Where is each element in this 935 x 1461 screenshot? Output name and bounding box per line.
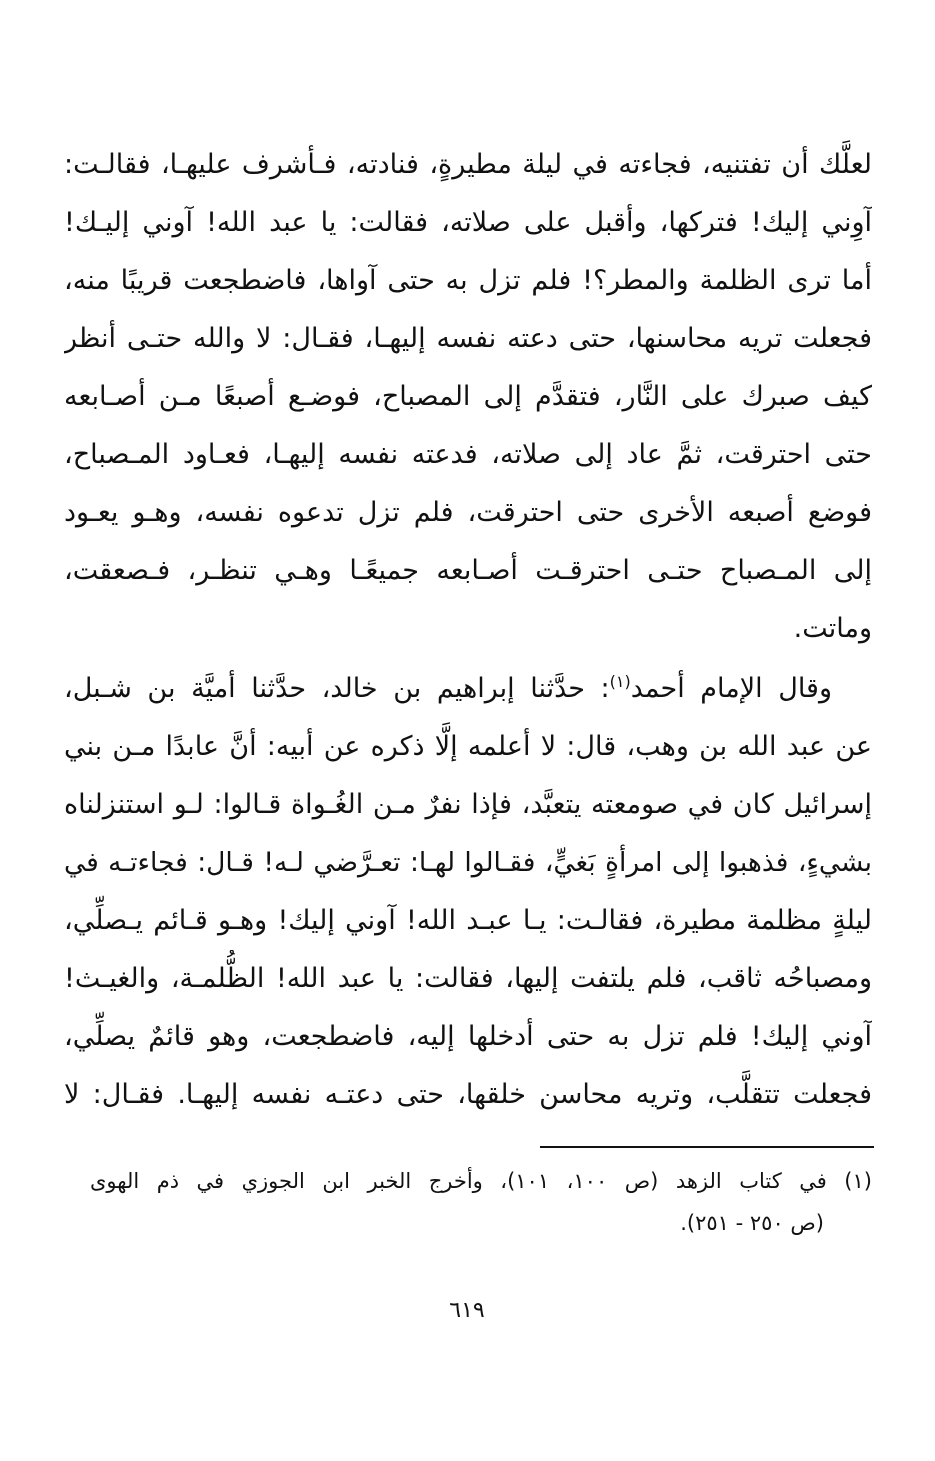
text-line: ليلةٍ مظلمة مطيرة، فقالـت: يـا عبـد الله! آوني إليك! وهـو قـائم يـصلِّي، <box>64 905 872 936</box>
text-line: إسرائيل كان في صومعته يتعبَّد، فإذا نفرٌ مـن الغُـواة قـالوا: لـو استنزلناه <box>64 789 872 820</box>
text-line: عن عبد الله بن وهب، قال: لا أعلمه إلَّا ذكره عن أبيه: أنَّ عابدًا مـن بني <box>64 731 872 762</box>
text-line: آوِني إليك! فتركها، وأقبل على صلاته، فقالت: يا عبد الله! آوني إليـك! <box>64 207 872 238</box>
text-line: فجعلت تتقلَّب، وتريه محاسن خلقها، حتى دعتـه نفسه إليهـا. فقـال: لا <box>64 1079 872 1110</box>
text-line: لعلَّك أن تفتنيه، فجاءته في ليلة مطيرةٍ، فنادته، فـأشرف عليهـا، فقالـت: <box>64 149 872 180</box>
footnote-divider <box>540 1146 874 1148</box>
text-line: وماتت. <box>793 613 872 644</box>
text-line: إلى المـصباح حتـى احترقـت أصـابعه جميعًـا وهـي تنظـر، فـصعقت، <box>64 555 872 586</box>
text-line: فوضع أصبعه الأخرى حتى احترقت، فلم تزل تدعوه نفسه، وهـو يعـود <box>64 497 872 528</box>
paragraph-1 <box>64 136 872 658</box>
text-line: آوني إليك! فلم تزل به حتى أدخلها إليه، فاضطجعت، وهو قائمٌ يصلِّي، <box>64 1021 872 1052</box>
text-line: كيف صبرك على النَّار، فتقدَّم إلى المصباح، فوضـع أصبعًا مـن أصـابعه <box>64 381 872 412</box>
text-line-first <box>64 660 872 718</box>
text-line: ومصباحُه ثاقب، فلم يلتفت إليها، فقالت: يا عبد الله! الظُّلمـة، والغيـث! <box>64 963 872 994</box>
footnotes <box>90 1160 872 1244</box>
footnote-line: (١) في كتاب الزهد (ص ١٠٠، ١٠١)، وأخرج الخبر ابن الجوزي في ذم الهوى <box>90 1169 872 1193</box>
text-segment: : حدَّثنا إبراهيم بن خالد، حدَّثنا أميَّة بن شـبل، <box>64 673 610 704</box>
page-number: ٦١٩ <box>449 1298 485 1323</box>
footnote-line: (ص ٢٥٠ - ٢٥١). <box>680 1211 824 1235</box>
text-line: بشيءٍ، فذهبوا إلى امرأةٍ بَغيٍّ، فقـالوا لهـا: تعـرَّضي لـه! قـال: فجاءتـه في <box>64 847 872 878</box>
text-line: أما ترى الظلمة والمطر؟! فلم تزل به حتى آواها، فاضطجعت قريبًا منه، <box>64 265 872 296</box>
paragraph-2 <box>64 660 872 1124</box>
footnote-marker[interactable]: (١) <box>609 672 631 691</box>
text-line: فجعلت تريه محاسنها، حتى دعته نفسه إليهـا، فقـال: لا والله حتـى أنظر <box>64 323 872 354</box>
text-line: حتى احترقت، ثمَّ عاد إلى صلاته، فدعته نفسه إليهـا، فعـاود المـصباح، <box>64 439 872 470</box>
text-segment: وقال الإمام أحمد <box>630 673 832 704</box>
